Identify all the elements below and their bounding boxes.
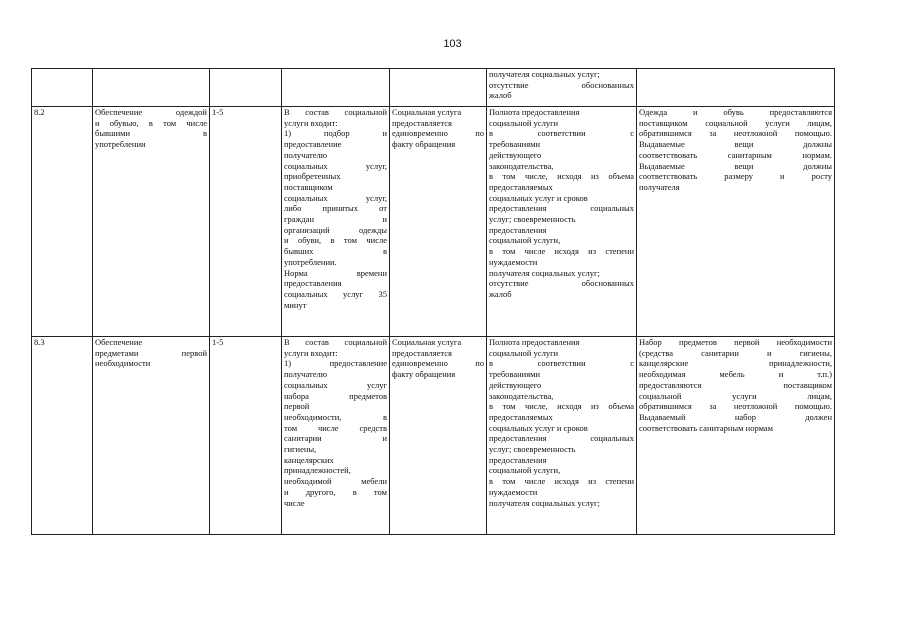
cell-text: 8.2	[34, 107, 45, 117]
text-line: в соответствии с	[489, 358, 634, 369]
text-line: услуги входит:	[284, 347, 338, 358]
text-line: В состав социальной	[284, 337, 387, 347]
text-line: законодательства,	[489, 390, 554, 401]
text-line: действующего	[489, 379, 542, 390]
text-line: социальных услуг,	[284, 160, 387, 171]
text-line: минут	[284, 299, 307, 310]
text-line: Обеспечение одеждой	[95, 107, 207, 117]
text-line: Выдаваемые вещи должны	[639, 139, 832, 150]
text-line: бывших в	[284, 246, 387, 257]
text-line: нуждаемости	[489, 256, 538, 267]
text-line: санитарии и	[284, 433, 387, 444]
text-line: факту обращения	[392, 139, 456, 150]
text-line: Обеспечение	[95, 337, 143, 347]
text-line: предоставления	[489, 224, 547, 235]
cell-text: 1-5	[212, 107, 224, 117]
text-line: употреблении	[95, 139, 146, 150]
text-line: соответствовать размеру и росту	[639, 171, 832, 182]
text-line: Одежда и обувь предоставляются	[639, 107, 832, 117]
cell-service-content	[282, 337, 390, 535]
text-line: социальной услуги,	[489, 235, 561, 246]
text-line: предоставления	[489, 454, 547, 465]
text-line: обратившимся за неотложной помощью.	[639, 128, 832, 139]
text-line: получателю	[284, 369, 328, 380]
text-line: Норма времени	[284, 267, 387, 278]
cell-number	[32, 69, 93, 107]
text-line: том числе средств	[284, 422, 387, 433]
text-line: предоставляется	[392, 347, 452, 358]
text-line: Выдаваемый набор должен	[639, 411, 832, 422]
cell-form-code	[210, 69, 282, 107]
text-line: необходимой мебели	[284, 476, 387, 487]
text-line: получателю	[284, 149, 328, 160]
text-line: гигиены,	[284, 444, 317, 455]
cell-service-content	[282, 69, 390, 107]
text-line: единовременно по	[392, 128, 484, 139]
text-line: Полнота предоставления	[489, 107, 580, 117]
text-line: граждан и	[284, 214, 387, 225]
text-line: отсутствие обоснованных	[489, 278, 634, 289]
text-line: принадлежностей,	[284, 465, 351, 476]
text-line: приобретенных	[284, 171, 341, 182]
text-line: предоставляемых	[489, 411, 553, 422]
text-line: предоставляемых	[489, 181, 553, 192]
text-line: необходимая мебель и т.п.)	[639, 369, 832, 380]
text-line: получателя социальных услуг;	[489, 267, 600, 278]
text-line: предоставления	[284, 278, 342, 289]
text-line: получателя	[639, 181, 680, 192]
cell-quality-criteria	[487, 107, 637, 337]
text-line: Социальная услуга	[392, 337, 462, 347]
text-line: и обувью, в том числе	[95, 117, 207, 128]
cell-form-code	[210, 107, 282, 337]
text-line: нуждаемости	[489, 486, 538, 497]
text-line: набора предметов	[284, 390, 387, 401]
text-line: отсутствие обоснованных	[489, 79, 634, 90]
cell-provision-terms	[390, 69, 487, 107]
text-line: действующего	[489, 149, 542, 160]
text-line: предоставление	[284, 139, 342, 150]
text-line: и другого, в том	[284, 486, 387, 497]
text-line: предоставляется	[392, 117, 452, 128]
text-line: употреблении.	[284, 256, 337, 267]
services-table	[31, 68, 835, 535]
text-line: обратившимся за неотложной помощью.	[639, 401, 832, 412]
text-line: требованиями	[489, 139, 541, 150]
text-line: жалоб	[489, 90, 512, 101]
text-line: факту обращения	[392, 369, 456, 380]
text-line: социальной услуги	[489, 347, 559, 358]
text-line: социальной услуги	[489, 117, 559, 128]
text-line: социальных услуг и сроков	[489, 422, 588, 433]
text-line: Набор предметов первой необходимости	[639, 337, 832, 347]
text-line: Полнота предоставления	[489, 337, 580, 347]
text-line: в том числе исходя из степени	[489, 476, 634, 487]
table-row	[32, 69, 835, 107]
text-line: канцелярских	[284, 454, 334, 465]
cell-quality-criteria	[487, 337, 637, 535]
cell-text: 8.3	[34, 337, 45, 347]
text-line: Выдаваемые вещи должны	[639, 160, 832, 171]
cell-provision-terms	[390, 107, 487, 337]
text-line: соответствовать санитарным нормам	[639, 422, 774, 433]
cell-service-name	[93, 337, 210, 535]
text-line: услуг; своевременность	[489, 214, 576, 225]
table-row	[32, 107, 835, 337]
text-line: предоставляются поставщиком	[639, 379, 832, 390]
text-line: услуги входит:	[284, 117, 338, 128]
text-line: законодательства,	[489, 160, 554, 171]
text-line: 1) предоставление	[284, 358, 387, 369]
text-line: предоставления социальных	[489, 433, 634, 444]
cell-notes	[637, 69, 835, 107]
text-line: жалоб	[489, 288, 512, 299]
text-line: социальной услуги лицам,	[639, 390, 832, 401]
text-line: соответствовать санитарным нормам.	[639, 149, 832, 160]
text-line: получателя социальных услуг;	[489, 69, 600, 79]
text-line: социальной услуги,	[489, 465, 561, 476]
text-line: (средства санитарии и гигиены,	[639, 347, 832, 358]
cell-form-code	[210, 337, 282, 535]
text-line: социальных услуг и сроков	[489, 192, 588, 203]
cell-service-content	[282, 107, 390, 337]
text-line: в том числе, исходя из объема	[489, 401, 634, 412]
page-number: 103	[443, 38, 462, 50]
text-line: либо принятых от	[284, 203, 387, 214]
text-line: социальных услуг,	[284, 192, 387, 203]
text-line: социальных услуг 35	[284, 288, 387, 299]
text-line: поставщиком	[284, 181, 333, 192]
text-line: и обуви, в том числе	[284, 235, 387, 246]
cell-notes	[637, 337, 835, 535]
text-line: предметами первой	[95, 347, 207, 358]
cell-quality-criteria	[487, 69, 637, 107]
text-line: В состав социальной	[284, 107, 387, 117]
text-line: в соответствии с	[489, 128, 634, 139]
text-line: канцелярские принадлежности,	[639, 358, 832, 369]
text-line: необходимости	[95, 358, 151, 369]
text-line: числе	[284, 497, 305, 508]
text-line: необходимости, в	[284, 411, 387, 422]
text-line: поставщиком социальной услуги лицам,	[639, 117, 832, 128]
text-line: организаций одежды	[284, 224, 387, 235]
table-row	[32, 337, 835, 535]
text-line: услуг; своевременность	[489, 444, 576, 455]
text-line: бывшими в	[95, 128, 207, 139]
text-line: получателя социальных услуг;	[489, 497, 600, 508]
text-line: Социальная услуга	[392, 107, 462, 117]
text-line: единовременно по	[392, 358, 484, 369]
cell-service-name	[93, 107, 210, 337]
text-line: в том числе исходя из степени	[489, 246, 634, 257]
cell-provision-terms	[390, 337, 487, 535]
text-line: 1) подбор и	[284, 128, 387, 139]
text-line: требованиями	[489, 369, 541, 380]
text-line: первой	[284, 401, 310, 412]
text-line: в том числе, исходя из объема	[489, 171, 634, 182]
text-line: социальных услуг	[284, 379, 387, 390]
cell-service-name	[93, 69, 210, 107]
cell-number	[32, 337, 93, 535]
cell-text: 1-5	[212, 337, 224, 347]
text-line: предоставления социальных	[489, 203, 634, 214]
cell-notes	[637, 107, 835, 337]
cell-number	[32, 107, 93, 337]
